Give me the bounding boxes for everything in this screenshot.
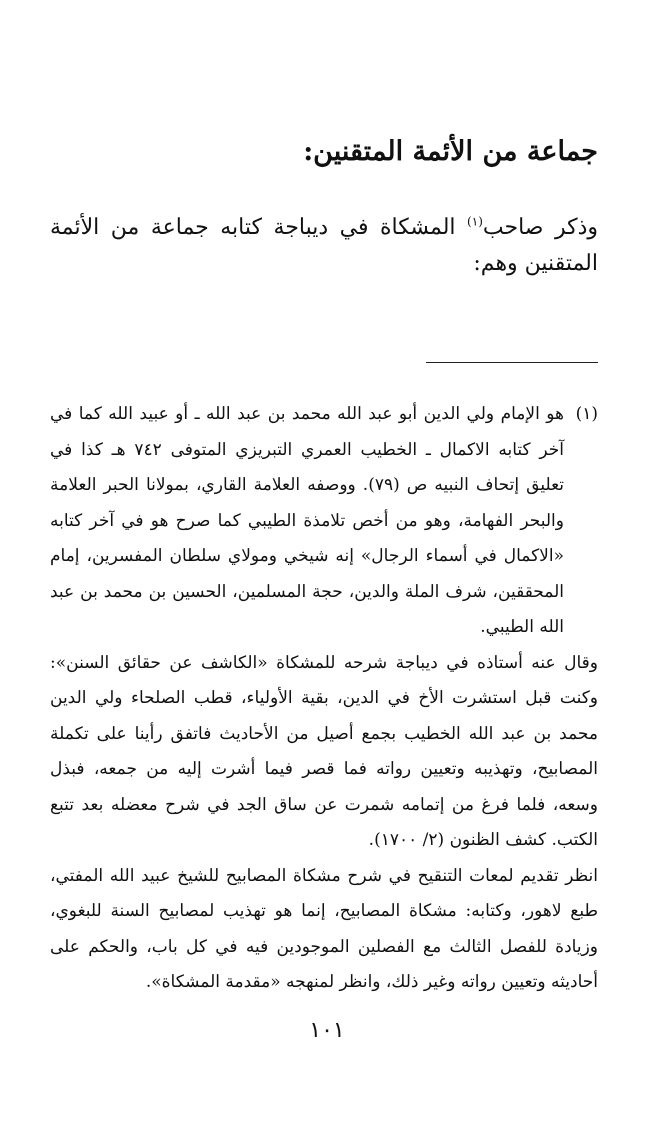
section-heading: جماعة من الأئمة المتقنين:	[303, 136, 598, 167]
footnote-paragraph-3: انظر تقديم لمعات التنقيح في شرح مشكاة المصابيح للشيخ عبيد الله المفتي، طبع لاهور، وكتابه: مشكاة المصابيح، إنما هو تهذيب لمصابيح السنة للبغوي، وزيادة للفصل الثالث مع الفصلين الموجودين فيه في كل باب، والحكم على أحاديثه وتعيين رواته وغير ذلك، وانظر لمنهجه «مقدمة المشكاة».	[50, 865, 598, 992]
footnote-paragraph-1	[50, 397, 598, 646]
footnote-paragraph-2: وقال عنه أستاذه في ديباجة شرحه للمشكاة «الكاشف عن حقائق السنن»: وكنت قبل استشرت الأخ في الدين، بقية الأولياء، قطب الصلحاء ولي الدين محمد بن عبد الله الخطيب بجمع أصيل من الأحاديث فاتفق رأينا على تكملة المصابيح، وتهذيبه وتعيين رواته فما قصر فيما أشرت إليه من جمعه، فبذل وسعه، فلما فرغ من إتمامه شمرت عن ساق الجد في شرح معضله بعد تتبع الكتب. كشف الظنون (٢/ ١٧٠٠).	[50, 652, 598, 850]
footnote-reference: (١)	[467, 214, 483, 229]
footnotes-section	[50, 397, 598, 1001]
intro-text-start: وذكر صاحب	[482, 215, 598, 240]
footnote-number: (١)	[575, 404, 598, 424]
page-number: ١٠١	[309, 1018, 345, 1043]
intro-paragraph	[50, 210, 598, 282]
intro-text-rest: المشكاة في ديباجة كتابه جماعة من الأئمة المتقنين وهم:	[50, 215, 598, 276]
footnote-separator	[426, 362, 598, 363]
footnote-text-1: هو الإمام ولي الدين أبو عبد الله محمد بن عبد الله ـ أو عبيد الله كما في آخر كتابه الاكمال ـ الخطيب العمري التبريزي المتوفى ٧٤٢ هـ كذا في تعليق إتحاف النبيه ص (٧٩). ووصفه العلامة القاري، بمولانا الحبر العلامة والبحر الفهامة، وهو من أخص تلامذة الطيبي كما صرح هو في آخر كتابه «الاكمال في أسماء الرجال» إنه شيخي ومولاي سلطان المفسرين، إمام المحققين، شرف الملة والدين، حجة المسلمين، الحسين بن محمد بن عبد الله الطيبي.	[50, 404, 565, 637]
